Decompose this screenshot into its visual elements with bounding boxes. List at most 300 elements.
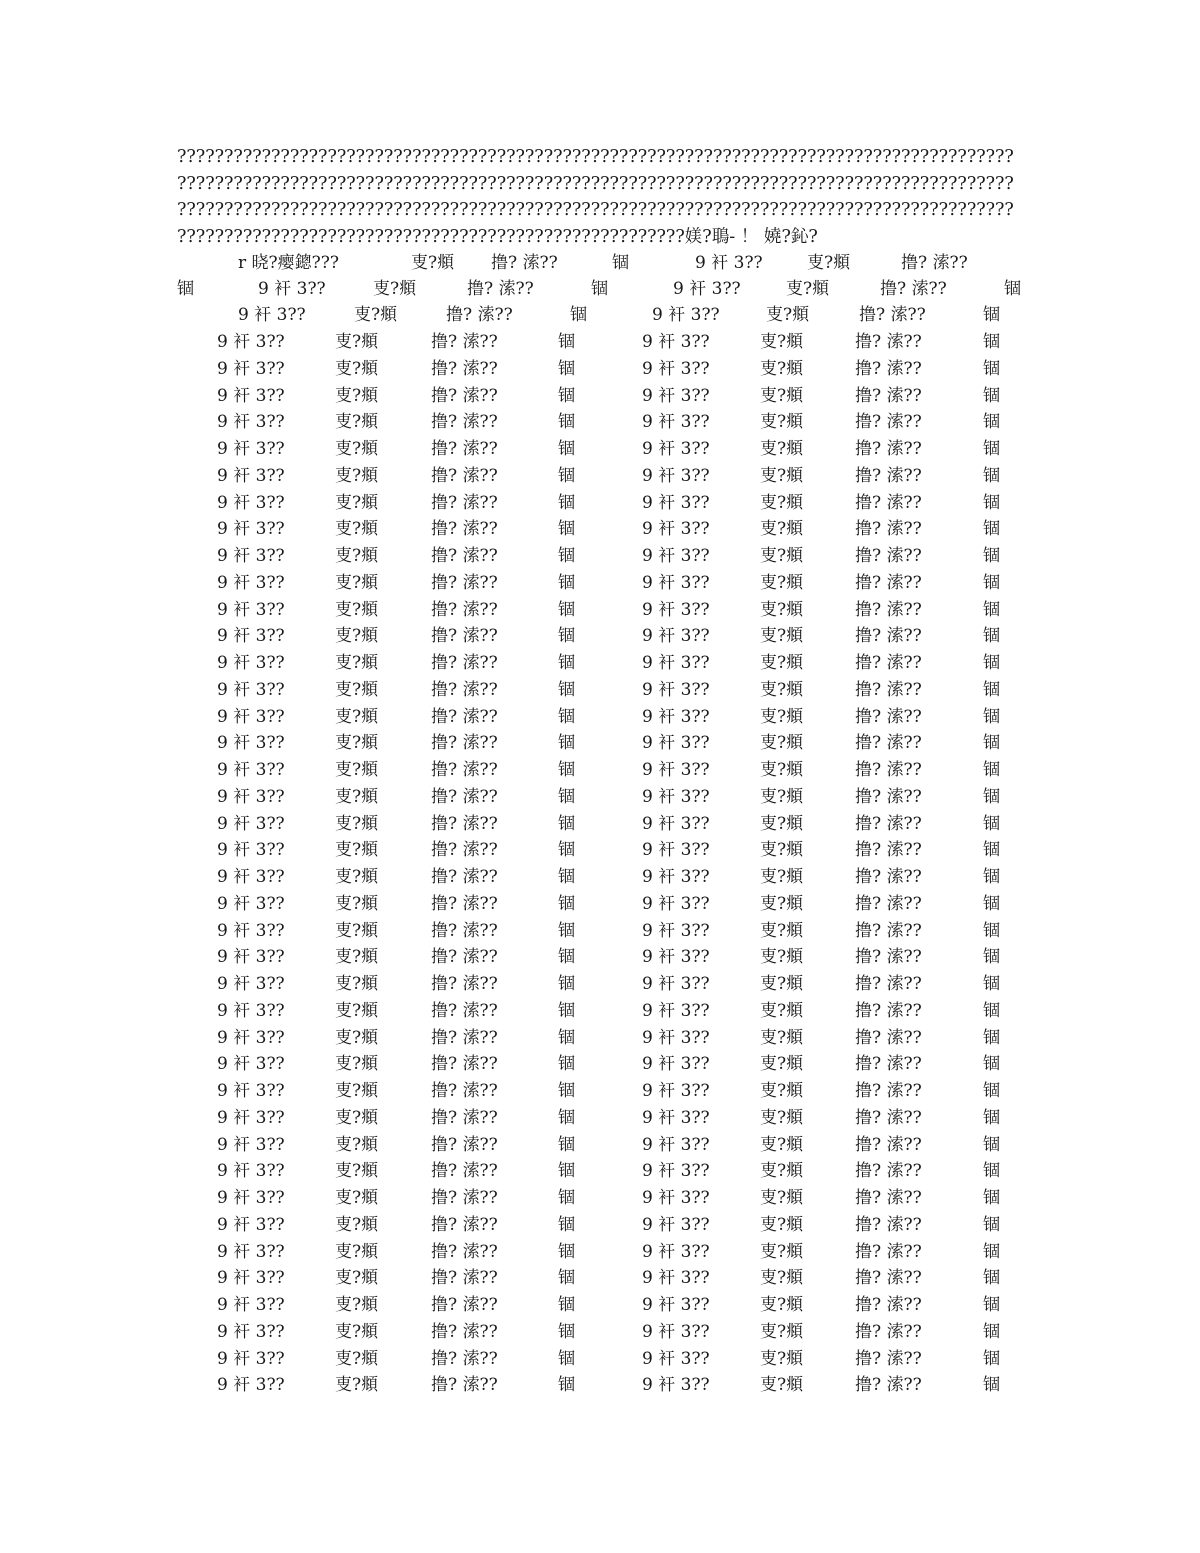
table-cell: 锢 (983, 332, 1000, 352)
heading-cell-2: 撸? 溹?? (491, 253, 558, 273)
table-cell: 锢 (983, 1268, 1000, 1289)
table-row (0, 329, 1200, 355)
table-cell: 撸? 溹?? (431, 572, 498, 593)
table-cell: 锢 (983, 1214, 1000, 1235)
table-cell: 叓?頫 (335, 1241, 379, 1262)
table-cell: 锢 (983, 572, 1000, 593)
table-cell: 锢 (558, 974, 575, 994)
table-cell: 撸? 溹?? (855, 572, 922, 593)
table-cell: 锢 (558, 947, 575, 968)
table-cell: 撸? 溹?? (431, 1054, 498, 1075)
table-cell: 叓?頫 (335, 519, 379, 540)
table-cell: 叓?頫 (760, 1214, 804, 1235)
row-a-cell: 锢 (177, 279, 194, 299)
table-cell: 撸? 溹?? (855, 840, 922, 861)
table-cell: 撸? 溹?? (855, 626, 922, 647)
table-cell: 锢 (983, 358, 1000, 379)
row-b-cell: 撸? 溹?? (446, 305, 513, 325)
table-cell: 9 衦 3?? (642, 332, 710, 352)
table-cell: 9 衦 3?? (217, 840, 285, 861)
table-cell: 叓?頫 (760, 1081, 804, 1101)
table-cell: 撸? 溹?? (431, 974, 498, 994)
table-cell: 叓?頫 (760, 332, 804, 352)
table-cell: 撸? 溹?? (431, 1107, 498, 1128)
table-cell: 9 衦 3?? (217, 947, 285, 968)
table-cell: 撸? 溹?? (855, 974, 922, 994)
table-cell: 9 衦 3?? (217, 1348, 285, 1369)
wrapped-row-b (0, 302, 1200, 328)
table-cell: 撸? 溹?? (855, 813, 922, 834)
table-cell: 叓?頫 (760, 1134, 804, 1155)
table-cell: 叓?頫 (335, 439, 379, 459)
table-row (0, 490, 1200, 516)
table-cell: 9 衦 3?? (642, 733, 710, 754)
table-cell: 锢 (983, 840, 1000, 861)
table-cell: 撸? 溹?? (855, 1268, 922, 1289)
table-cell: 叓?頫 (335, 1214, 379, 1235)
table-cell: 锢 (983, 412, 1000, 433)
table-cell: 锢 (558, 1348, 575, 1369)
table-cell: 9 衦 3?? (642, 1027, 710, 1048)
table-cell: 叓?頫 (760, 465, 804, 486)
table-cell: 叓?頫 (335, 786, 379, 807)
table-cell: 叓?頫 (335, 920, 379, 941)
table-cell: 9 衦 3?? (642, 439, 710, 459)
table-cell: 叓?頫 (760, 1107, 804, 1128)
table-cell: 锢 (983, 519, 1000, 540)
row-a-cell: 叓?頫 (786, 279, 830, 299)
table-cell: 9 衦 3?? (642, 974, 710, 994)
table-cell: 9 衦 3?? (642, 572, 710, 593)
table-cell: 9 衦 3?? (642, 947, 710, 968)
table-cell: 9 衦 3?? (217, 439, 285, 459)
heading-cell-5: 叓?頫 (807, 253, 851, 273)
table-cell: 撸? 溹?? (855, 1321, 922, 1342)
table-cell: 锢 (983, 813, 1000, 834)
table-cell: 锢 (983, 1134, 1000, 1155)
table-cell: 9 衦 3?? (642, 1188, 710, 1208)
table-cell: 9 衦 3?? (217, 813, 285, 834)
table-cell: 叓?頫 (760, 867, 804, 887)
table-cell: 撸? 溹?? (855, 1188, 922, 1208)
table-cell: 9 衦 3?? (217, 385, 285, 406)
table-cell: 锢 (558, 465, 575, 486)
table-cell: 锢 (558, 1134, 575, 1155)
table-cell: 叓?頫 (335, 1134, 379, 1155)
table-cell: 叓?頫 (335, 332, 379, 352)
table-cell: 叓?頫 (760, 813, 804, 834)
table-row (0, 784, 1200, 810)
table-cell: 叓?頫 (335, 760, 379, 780)
table-cell: 撸? 溹?? (855, 679, 922, 700)
table-cell: 撸? 溹?? (855, 947, 922, 968)
table-cell: 叓?頫 (760, 974, 804, 994)
table-row (0, 677, 1200, 703)
table-cell: 撸? 溹?? (855, 1295, 922, 1315)
table-cell: 撸? 溹?? (855, 760, 922, 780)
table-cell: 9 衦 3?? (642, 1161, 710, 1182)
row-b-cell: 叓?頫 (354, 305, 398, 325)
table-cell: 锢 (558, 867, 575, 887)
table-cell: 9 衦 3?? (217, 1188, 285, 1208)
table-cell: 锢 (558, 546, 575, 566)
table-cell: 叓?頫 (760, 1054, 804, 1075)
table-cell: 锢 (558, 1188, 575, 1208)
row-a-cell: 9 衦 3?? (673, 279, 741, 299)
row-a-cell: 9 衦 3?? (258, 279, 326, 299)
table-cell: 9 衦 3?? (217, 867, 285, 887)
table-row (0, 1185, 1200, 1211)
table-cell: 9 衦 3?? (642, 1268, 710, 1289)
heading-cell-6: 撸? 溹?? (901, 253, 968, 273)
table-cell: 锢 (983, 706, 1000, 727)
table-row (0, 409, 1200, 435)
table-cell: 撸? 溹?? (431, 492, 498, 513)
table-cell: 9 衦 3?? (217, 1081, 285, 1101)
table-cell: 撸? 溹?? (431, 1027, 498, 1048)
table-cell: 叓?頫 (335, 492, 379, 513)
table-cell: 叓?頫 (335, 813, 379, 834)
table-cell: 9 衦 3?? (217, 332, 285, 352)
table-cell: 叓?頫 (335, 653, 379, 673)
table-row (0, 811, 1200, 837)
table-cell: 9 衦 3?? (642, 1241, 710, 1262)
table-cell: 撸? 溹?? (431, 1348, 498, 1369)
table-cell: 锢 (983, 947, 1000, 968)
table-cell: 撸? 溹?? (855, 1107, 922, 1128)
table-cell: 9 衦 3?? (217, 1054, 285, 1075)
table-cell: 叓?頫 (760, 947, 804, 968)
table-cell: 撸? 溹?? (431, 1188, 498, 1208)
table-cell: 叓?頫 (760, 1188, 804, 1208)
table-cell: 锢 (558, 786, 575, 807)
table-row (0, 1212, 1200, 1238)
table-cell: 9 衦 3?? (217, 1134, 285, 1155)
table-cell: 叓?頫 (335, 1054, 379, 1075)
table-cell: 叓?頫 (760, 1161, 804, 1182)
table-cell: 锢 (558, 760, 575, 780)
table-row (0, 1239, 1200, 1265)
table-cell: 撸? 溹?? (431, 1081, 498, 1101)
table-cell: 撸? 溹?? (855, 786, 922, 807)
table-cell: 锢 (983, 385, 1000, 406)
table-cell: 撸? 溹?? (855, 492, 922, 513)
table-cell: 锢 (983, 760, 1000, 780)
table-cell: 撸? 溹?? (431, 867, 498, 887)
table-cell: 9 衦 3?? (642, 626, 710, 647)
table-cell: 叓?頫 (760, 1295, 804, 1315)
row-a-cell: 锢 (1004, 279, 1021, 299)
table-cell: 叓?頫 (760, 760, 804, 780)
table-cell: 锢 (558, 653, 575, 673)
table-cell: 叓?頫 (760, 492, 804, 513)
table-cell: 叓?頫 (760, 733, 804, 754)
table-cell: 撸? 溹?? (431, 1375, 498, 1396)
table-row (0, 757, 1200, 783)
table-cell: 叓?頫 (760, 920, 804, 941)
table-cell: 锢 (983, 1348, 1000, 1369)
table-cell: 锢 (983, 492, 1000, 513)
table-cell: 叓?頫 (335, 1081, 379, 1101)
table-cell: 撸? 溹?? (855, 1134, 922, 1155)
table-cell: 撸? 溹?? (431, 1214, 498, 1235)
table-cell: 叓?頫 (335, 412, 379, 433)
table-cell: 撸? 溹?? (431, 1268, 498, 1289)
table-cell: 9 衦 3?? (217, 546, 285, 566)
table-cell: 锢 (558, 1081, 575, 1101)
table-cell: 叓?頫 (335, 465, 379, 486)
row-a-cell: 锢 (591, 279, 608, 299)
table-cell: 9 衦 3?? (642, 1000, 710, 1021)
table-cell: 叓?頫 (335, 572, 379, 593)
table-cell: 9 衦 3?? (642, 786, 710, 807)
table-cell: 撸? 溹?? (431, 412, 498, 433)
table-cell: 叓?頫 (760, 679, 804, 700)
table-cell: 锢 (558, 1295, 575, 1315)
table-cell: 叓?頫 (760, 1000, 804, 1021)
table-cell: 锢 (558, 358, 575, 379)
table-cell: 撸? 溹?? (855, 706, 922, 727)
table-cell: 锢 (983, 439, 1000, 459)
table-cell: 9 衦 3?? (642, 1107, 710, 1128)
table-cell: 叓?頫 (760, 599, 804, 620)
table-cell: 叓?頫 (760, 626, 804, 647)
table-row (0, 597, 1200, 623)
table-cell: 9 衦 3?? (217, 786, 285, 807)
row-b-cell: 叓?頫 (766, 305, 810, 325)
table-cell: 叓?頫 (760, 572, 804, 593)
table-cell: 叓?頫 (335, 1268, 379, 1289)
table-cell: 9 衦 3?? (217, 1375, 285, 1396)
table-row (0, 971, 1200, 997)
table-cell: 撸? 溹?? (855, 920, 922, 941)
table-cell: 叓?頫 (335, 1027, 379, 1048)
table-cell: 锢 (558, 1161, 575, 1182)
table-cell: 9 衦 3?? (642, 385, 710, 406)
table-cell: 撸? 溹?? (431, 385, 498, 406)
table-cell: 撸? 溹?? (431, 626, 498, 647)
table-cell: 9 衦 3?? (642, 519, 710, 540)
table-row (0, 516, 1200, 542)
table-cell: 叓?頫 (335, 546, 379, 566)
table-cell: 撸? 溹?? (855, 1054, 922, 1075)
table-cell: 撸? 溹?? (855, 412, 922, 433)
table-cell: 撸? 溹?? (431, 733, 498, 754)
table-cell: 撸? 溹?? (855, 546, 922, 566)
table-cell: 锢 (983, 465, 1000, 486)
table-cell: 撸? 溹?? (855, 867, 922, 887)
table-cell: 撸? 溹?? (855, 1214, 922, 1235)
table-cell: 撸? 溹?? (431, 840, 498, 861)
table-cell: 叓?頫 (335, 626, 379, 647)
table-cell: 叓?頫 (760, 1321, 804, 1342)
table-cell: 撸? 溹?? (431, 706, 498, 727)
table-cell: 9 衦 3?? (217, 1295, 285, 1315)
table-cell: 锢 (983, 653, 1000, 673)
table-cell: 叓?頫 (335, 840, 379, 861)
table-cell: 锢 (558, 893, 575, 914)
table-cell: 锢 (558, 439, 575, 459)
table-cell: 9 衦 3?? (217, 358, 285, 379)
heading-cell-3: 锢 (612, 253, 629, 273)
table-cell: 锢 (558, 733, 575, 754)
table-cell: 9 衦 3?? (217, 1214, 285, 1235)
table-cell: 锢 (558, 813, 575, 834)
table-cell: 叓?頫 (760, 1241, 804, 1262)
table-cell: 锢 (983, 1321, 1000, 1342)
table-cell: 9 衦 3?? (217, 653, 285, 673)
table-cell: 锢 (983, 599, 1000, 620)
table-cell: 叓?頫 (760, 653, 804, 673)
heading-line (0, 250, 1200, 276)
table-cell: 锢 (558, 840, 575, 861)
table-cell: 撸? 溹?? (431, 519, 498, 540)
table-cell: 撸? 溹?? (855, 1348, 922, 1369)
table-cell: 锢 (558, 626, 575, 647)
table-row (0, 356, 1200, 382)
table-cell: 撸? 溹?? (431, 358, 498, 379)
table-cell: 叓?頫 (335, 385, 379, 406)
table-cell: 撸? 溹?? (431, 893, 498, 914)
table-row (0, 1132, 1200, 1158)
table-cell: 撸? 溹?? (431, 1321, 498, 1342)
table-cell: 锢 (558, 1027, 575, 1048)
table-cell: 9 衦 3?? (217, 893, 285, 914)
table-cell: 撸? 溹?? (431, 546, 498, 566)
garbled-text-line-1: ????????????????????????????????????????????????????????????????????????????????????????? (177, 147, 1014, 167)
table-cell: 叓?頫 (335, 893, 379, 914)
table-cell: 锢 (558, 1000, 575, 1021)
table-cell: 9 衦 3?? (217, 519, 285, 540)
table-cell: 锢 (983, 1241, 1000, 1262)
table-cell: 9 衦 3?? (217, 465, 285, 486)
table-cell: 锢 (983, 786, 1000, 807)
table-row (0, 918, 1200, 944)
table-cell: 9 衦 3?? (642, 653, 710, 673)
table-row (0, 730, 1200, 756)
table-cell: 锢 (558, 412, 575, 433)
table-cell: 锢 (558, 572, 575, 593)
table-cell: 叓?頫 (335, 706, 379, 727)
table-cell: 撸? 溹?? (431, 1295, 498, 1315)
table-cell: 叓?頫 (335, 947, 379, 968)
table-cell: 撸? 溹?? (431, 1000, 498, 1021)
table-cell: 叓?頫 (760, 893, 804, 914)
table-cell: 叓?頫 (335, 358, 379, 379)
table-cell: 锢 (983, 733, 1000, 754)
row-b-cell: 锢 (983, 305, 1000, 325)
table-cell: 撸? 溹?? (431, 760, 498, 780)
table-cell: 撸? 溹?? (855, 1081, 922, 1101)
table-cell: 锢 (558, 679, 575, 700)
table-cell: 9 衦 3?? (217, 706, 285, 727)
table-cell: 撸? 溹?? (855, 1000, 922, 1021)
table-cell: 叓?頫 (760, 840, 804, 861)
table-cell: 9 衦 3?? (642, 412, 710, 433)
table-cell: 叓?頫 (335, 1161, 379, 1182)
table-cell: 9 衦 3?? (642, 1348, 710, 1369)
table-cell: 锢 (983, 867, 1000, 887)
table-cell: 9 衦 3?? (217, 1000, 285, 1021)
table-cell: 叓?頫 (760, 412, 804, 433)
table-cell: 9 衦 3?? (217, 1321, 285, 1342)
table-cell: 撸? 溹?? (855, 385, 922, 406)
table-cell: 叓?頫 (335, 1188, 379, 1208)
table-row (0, 1265, 1200, 1291)
garbled-text-line-2: ????????????????????????????????????????????????????????????????????????????????????????? (177, 174, 1014, 194)
heading-prefix: r 晓?瘿鏓??? (238, 253, 339, 273)
table-cell: 撸? 溹?? (431, 439, 498, 459)
table-cell: 锢 (558, 706, 575, 727)
table-cell: 锢 (983, 679, 1000, 700)
table-cell: 撸? 溹?? (431, 332, 498, 352)
table-cell: 9 衦 3?? (642, 1134, 710, 1155)
table-cell: 锢 (983, 1054, 1000, 1075)
table-cell: 撸? 溹?? (855, 733, 922, 754)
table-cell: 锢 (983, 920, 1000, 941)
table-row (0, 1158, 1200, 1184)
table-row (0, 1078, 1200, 1104)
table-cell: 撸? 溹?? (855, 358, 922, 379)
table-cell: 9 衦 3?? (642, 1081, 710, 1101)
table-cell: 撸? 溹?? (431, 947, 498, 968)
table-cell: 9 衦 3?? (642, 813, 710, 834)
table-cell: 9 衦 3?? (217, 1027, 285, 1048)
table-row (0, 704, 1200, 730)
table-cell: 9 衦 3?? (642, 840, 710, 861)
table-cell: 9 衦 3?? (642, 706, 710, 727)
table-row (0, 436, 1200, 462)
table-cell: 撸? 溹?? (855, 599, 922, 620)
table-cell: 9 衦 3?? (642, 599, 710, 620)
table-cell: 9 衦 3?? (217, 1241, 285, 1262)
table-cell: 9 衦 3?? (217, 1161, 285, 1182)
table-cell: 9 衦 3?? (642, 492, 710, 513)
table-cell: 9 衦 3?? (642, 546, 710, 566)
table-cell: 叓?頫 (760, 546, 804, 566)
table-cell: 撸? 溹?? (431, 786, 498, 807)
table-cell: 锢 (558, 1214, 575, 1235)
table-row (0, 998, 1200, 1024)
row-b-cell: 撸? 溹?? (859, 305, 926, 325)
table-cell: 锢 (558, 1268, 575, 1289)
garbled-text-line-4: ??????????????????????????????????????????????????????媄?鵈- ！ 嬈?鈊? (177, 227, 818, 247)
wrapped-row-a (0, 276, 1200, 302)
table-cell: 锢 (558, 385, 575, 406)
table-cell: 锢 (983, 1295, 1000, 1315)
table-cell: 9 衦 3?? (642, 465, 710, 486)
table-cell: 叓?頫 (335, 1321, 379, 1342)
table-cell: 撸? 溹?? (431, 599, 498, 620)
table-cell: 锢 (558, 1321, 575, 1342)
table-row (0, 623, 1200, 649)
table-cell: 锢 (558, 492, 575, 513)
table-cell: 9 衦 3?? (642, 760, 710, 780)
table-cell: 撸? 溹?? (431, 813, 498, 834)
table-cell: 叓?頫 (335, 1107, 379, 1128)
table-cell: 撸? 溹?? (855, 439, 922, 459)
table-cell: 撸? 溹?? (431, 1161, 498, 1182)
table-cell: 锢 (558, 1107, 575, 1128)
table-cell: 锢 (558, 1241, 575, 1262)
table-cell: 锢 (558, 1054, 575, 1075)
table-cell: 叓?頫 (760, 385, 804, 406)
table-cell: 叓?頫 (760, 786, 804, 807)
table-cell: 9 衦 3?? (217, 599, 285, 620)
heading-cell-1: 叓?頫 (411, 253, 455, 273)
table-cell: 叓?頫 (335, 867, 379, 887)
table-cell: 9 衦 3?? (642, 1375, 710, 1396)
